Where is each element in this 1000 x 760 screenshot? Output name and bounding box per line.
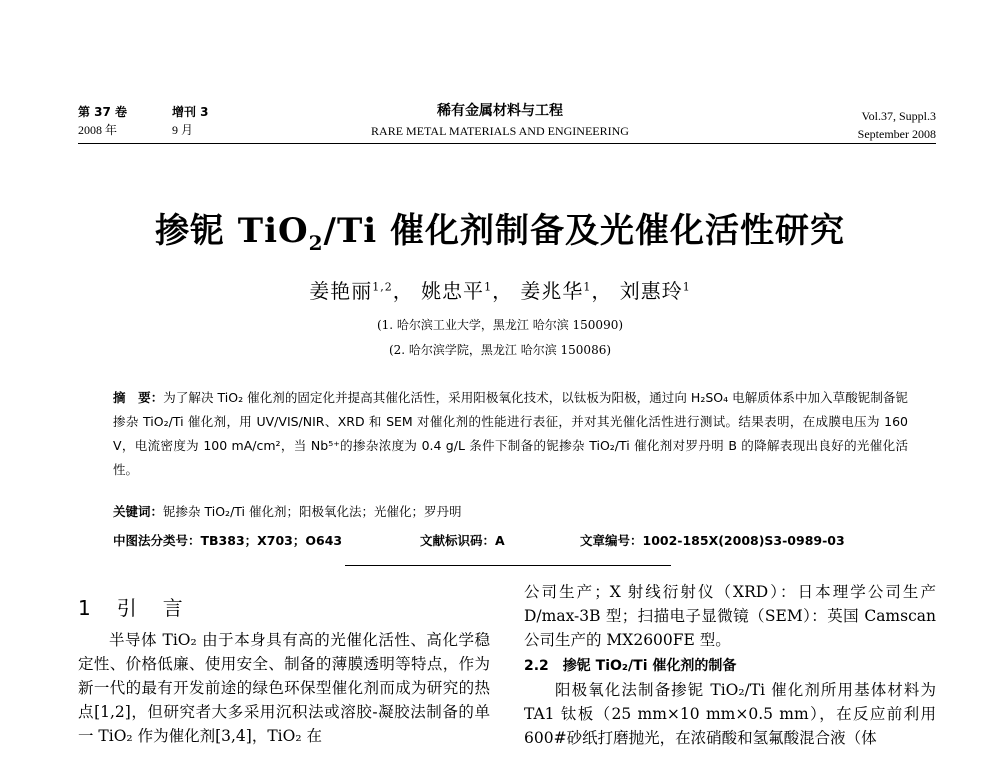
document-code: 文献标识码：A xyxy=(420,533,505,548)
header-journal-zh: 稀有金属材料与工程 xyxy=(437,103,563,119)
author-name: 姚忠平 xyxy=(421,279,485,303)
preparation-paragraph: 阳极氧化法制备掺铌 TiO₂/Ti 催化剂所用基体材料为 TA1 钛板（25 mm×10 mm×0.5 mm），在反应前利用 600#砂纸打磨抛光，在浓硝酸和氢氟酸混合液（体 xyxy=(524,681,936,747)
author-name: 刘惠玲 xyxy=(619,279,683,303)
header-year-zh: 2008 年 xyxy=(78,123,118,137)
subsection-heading: 2.2 掺铌 TiO₂/Ti 催化剂的制备 xyxy=(524,658,737,674)
affiliation-1: (1. 哈尔滨工业大学，黑龙江 哈尔滨 150090) xyxy=(376,318,624,332)
abstract-text: 为了解决 TiO₂ 催化剂的固定化并提高其催化活性，采用阳极氧化技术，以钛板为阳极，通过向 H₂SO₄ 电解质体系中加入草酸铌制备铌掺杂 TiO₂/Ti 催化剂，用 UV/VIS/NIR、XRD 和 SEM 对催化剂的性能进行表征，并对其光催化活性进行测试。结果表明，在成膜电压为 160 V，电流密度为 100 mA/cm²，当 Nb⁵⁺的掺杂浓度为 0.4 g/L 条件下制备的铌掺杂 TiO₂/Ti 催化剂对罗丹明 B 的降解表现出良好的光催化活性。 xyxy=(113,390,908,477)
clc-number: 中图法分类号：TB383；X703；O643 xyxy=(113,533,343,548)
right-column xyxy=(524,580,936,750)
keywords-label: 关键词： xyxy=(113,504,164,519)
header-rule xyxy=(78,143,936,144)
header-month-zh: 9 月 xyxy=(172,123,194,137)
header-volume-en: Vol.37, Suppl.3 xyxy=(861,109,936,123)
header-issue-zh: 增刊 3 xyxy=(172,105,209,119)
author-list: 姜艳丽$^{1,2}$， 姚忠平$^1$， 姜兆华$^1$， 刘惠玲$^1$ xyxy=(309,279,691,303)
section-separator xyxy=(345,565,671,566)
section-heading: 1 引 言 xyxy=(78,596,186,620)
header-journal-en: RARE METAL MATERIALS AND ENGINEERING xyxy=(371,124,629,138)
author-name: 姜艳丽 xyxy=(309,279,373,303)
article-number: 文章编号：1002-185X(2008)S3-0989-03 xyxy=(580,533,845,548)
paper-title: 掺铌 TiO$_2$/Ti 催化剂制备及光催化活性研究 xyxy=(154,211,846,255)
author-name: 姜兆华 xyxy=(520,279,584,303)
header-date-en: September 2008 xyxy=(857,127,936,141)
keywords xyxy=(113,502,461,520)
header-volume-zh: 第 37 卷 xyxy=(78,105,128,119)
abstract xyxy=(113,386,908,482)
keywords-text: 铌掺杂 TiO₂/Ti 催化剂；阳极氧化法；光催化；罗丹明 xyxy=(163,504,462,519)
instruments-paragraph: 公司生产；X 射线衍射仪（XRD）：日本理学公司生产 D/max-3B 型；扫描电子显微镜（SEM）：英国 Camscan 公司生产的 MX2600FE 型。 xyxy=(524,583,936,649)
abstract-label: 摘 要： xyxy=(113,390,164,405)
intro-paragraph: 半导体 TiO₂ 由于本身具有高的光催化活性、高化学稳定性、价格低廉、使用安全、制备的薄膜透明等特点，作为新一代的最有开发前途的绿色环保型催化剂而成为研究的热点[1,2]，但研究者大多采用沉积法或溶胶-凝胶法制备的单一 TiO₂ 作为催化剂[3,4]，TiO₂ 在 xyxy=(78,631,490,745)
affiliation-2: (2. 哈尔滨学院，黑龙江 哈尔滨 150086) xyxy=(388,343,612,357)
